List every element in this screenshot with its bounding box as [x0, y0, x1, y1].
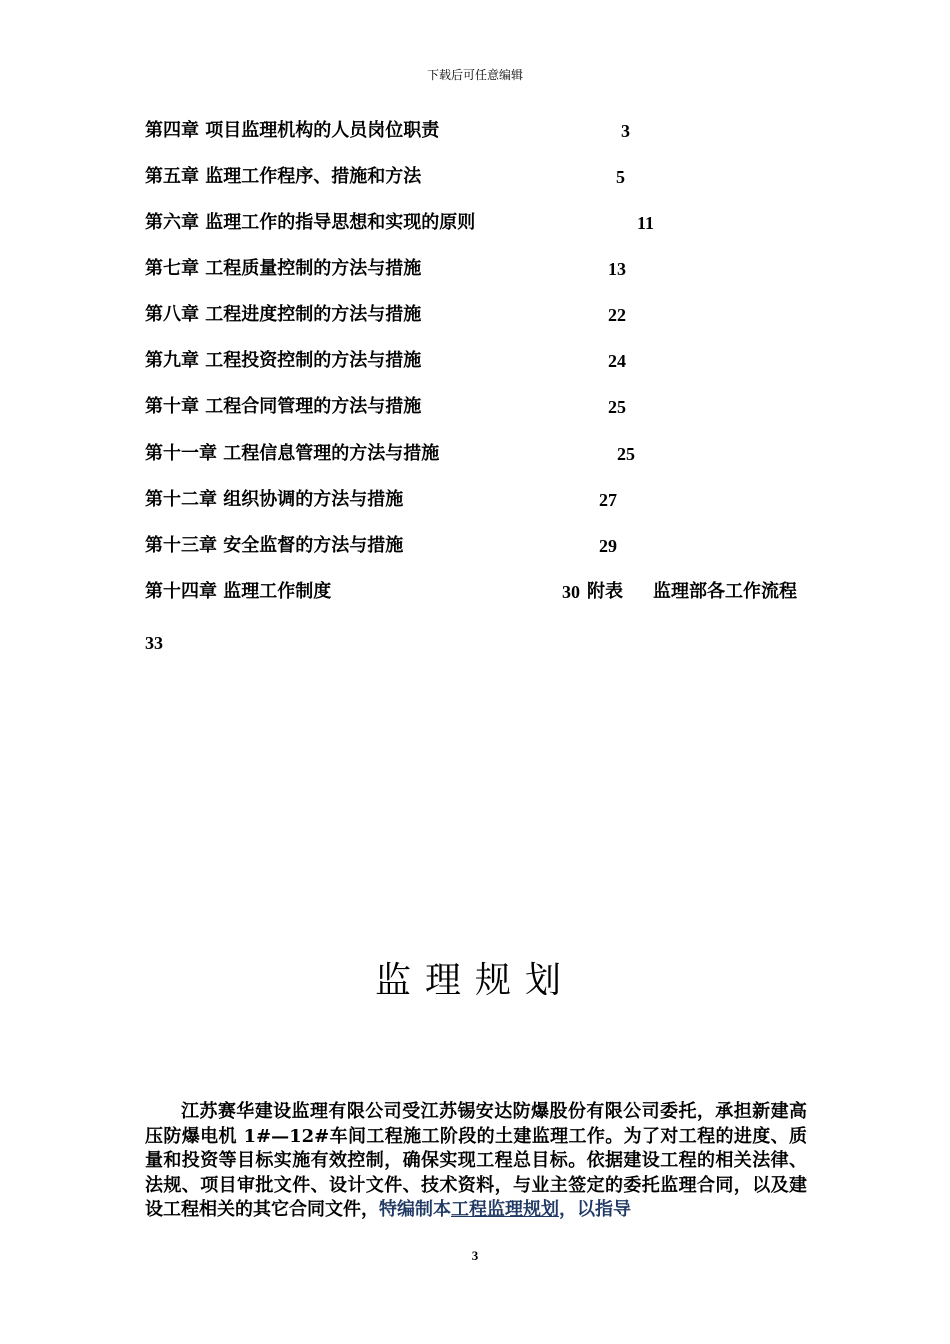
toc-item-9: 第九章 工程投资控制的方法与措施 — [145, 350, 422, 371]
toc-appendix-label: 附表 — [587, 581, 623, 602]
paragraph-link[interactable]: 工程监理规划 — [451, 1199, 559, 1220]
page-header: 下载后可任意编辑 — [426, 68, 523, 82]
paragraph-text: 江苏赛华建设监理有限公司受江苏锡安达防爆股份有限公司委托，承担新建高压防爆电机 1#—12#车间工程施工阶段的土建监理工作。为了对工程的进度、质量和投资等目标实施有效控制，确保实现工程总目标。依据建设工程的相关法律、法规、项目审批文件、设计文件、技术资料，与业主签定的委托监理合同，以及建设工程相关的其它合同文件， — [145, 1101, 807, 1220]
toc-appendix-page: 33 — [145, 633, 163, 653]
toc-page-11: 25 — [617, 444, 635, 464]
toc-item-7: 第七章 工程质量控制的方法与措施 — [145, 258, 422, 279]
toc-page-9: 24 — [608, 351, 626, 371]
toc-item-10: 第十章 工程合同管理的方法与措施 — [145, 396, 422, 417]
paragraph-text-blue-end: ，以指导 — [559, 1199, 631, 1220]
toc-item-11: 第十一章 工程信息管理的方法与措施 — [145, 443, 440, 464]
toc-item-12: 第十二章 组织协调的方法与措施 — [145, 489, 404, 510]
intro-paragraph — [145, 1100, 807, 1223]
toc-page-14: 30 — [562, 582, 580, 602]
toc-item-6: 第六章 监理工作的指导思想和实现的原则 — [145, 212, 476, 233]
toc-item-14: 第十四章 监理工作制度 — [145, 581, 332, 602]
toc-item-5: 第五章 监理工作程序、措施和方法 — [145, 166, 422, 187]
page-number: 3 — [471, 1248, 479, 1263]
page-title: 监理规划 — [374, 960, 575, 1001]
toc-item-13: 第十三章 安全监督的方法与措施 — [145, 535, 404, 556]
toc-page-4: 3 — [621, 121, 630, 141]
toc-page-10: 25 — [608, 397, 626, 417]
paragraph-text-blue: 特编制本 — [379, 1199, 451, 1220]
toc-page-6: 11 — [637, 213, 655, 233]
toc-page-8: 22 — [608, 305, 626, 325]
toc-appendix-title: 监理部各工作流程 — [653, 581, 797, 602]
toc-page-5: 5 — [616, 167, 625, 187]
toc-page-12: 27 — [599, 490, 617, 510]
toc-page-13: 29 — [599, 536, 617, 556]
toc-page-7: 13 — [608, 259, 626, 279]
toc-item-8: 第八章 工程进度控制的方法与措施 — [145, 304, 422, 325]
toc-item-4: 第四章 项目监理机构的人员岗位职责 — [145, 120, 440, 141]
